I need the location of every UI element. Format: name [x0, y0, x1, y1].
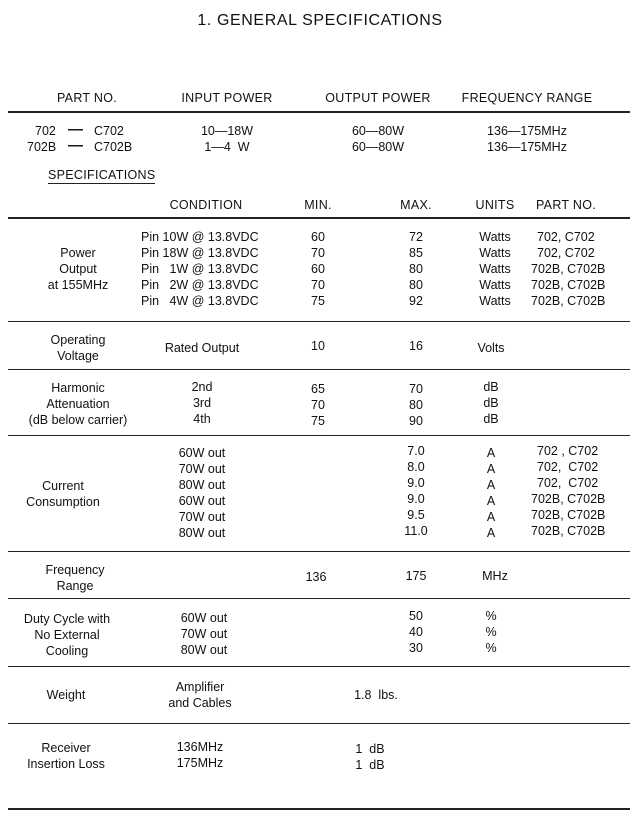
- condition-cell: Pin 10W @ 13.8VDC: [141, 230, 259, 244]
- param-label-line: Attenuation: [46, 397, 110, 411]
- min-cell: 75: [311, 414, 325, 428]
- column-header-max: MAX.: [400, 198, 432, 212]
- param-label-line: Insertion Loss: [27, 757, 105, 771]
- max-cell: 11.0: [404, 524, 428, 538]
- part-cell: 702B, C702B: [531, 524, 606, 538]
- param-label: [27, 740, 105, 772]
- min-cell: 65: [311, 382, 325, 396]
- units-cell: A: [486, 526, 496, 540]
- min-cell: 60: [311, 262, 325, 276]
- condition-cell: 60W out: [178, 446, 226, 460]
- condition-cell: 80W out: [180, 643, 228, 657]
- value-cell: 1 dB: [355, 758, 385, 772]
- max-cell: 90: [409, 414, 423, 428]
- param-label: [29, 380, 128, 428]
- summary-input: 10—18W: [200, 124, 254, 138]
- summary-header-freq: FREQUENCY RANGE: [461, 91, 593, 105]
- part-cell: 702B, C702B: [531, 492, 606, 506]
- condition-cell: 70W out: [180, 627, 228, 641]
- max-cell: 80: [409, 278, 423, 292]
- part-cell: 702B, C702B: [531, 262, 606, 276]
- section-divider: [8, 723, 630, 724]
- section-divider: [8, 435, 630, 436]
- condition-cell: 80W out: [178, 478, 226, 492]
- units-cell: dB: [483, 396, 499, 410]
- specifications-heading: SPECIFICATIONS: [48, 168, 156, 182]
- max-cell: 85: [409, 246, 423, 260]
- condition-cell: 2nd: [191, 380, 213, 394]
- min-cell: 70: [311, 246, 325, 260]
- column-header-part: PART NO.: [535, 198, 597, 212]
- section-divider: [8, 321, 630, 322]
- max-cell: 9.5: [407, 508, 425, 522]
- value-cell: 1 dB: [355, 742, 385, 756]
- condition-line: Amplifier: [175, 680, 225, 694]
- part-cell: 702B, C702B: [531, 278, 606, 292]
- condition-line: and Cables: [168, 696, 232, 710]
- param-label-line: at 155MHz: [47, 278, 109, 292]
- max-cell: 92: [409, 294, 423, 308]
- section-divider: [8, 369, 630, 370]
- condition-cell: 136MHz: [176, 740, 224, 754]
- dash-glyph: —: [68, 137, 83, 154]
- param-label-line: Voltage: [57, 349, 99, 363]
- max-cell: 16: [409, 339, 423, 353]
- condition-cell: 70W out: [178, 510, 226, 524]
- min-cell: 60: [311, 230, 325, 244]
- summary-header-part: PART NO.: [56, 91, 118, 105]
- units-cell: dB: [483, 412, 499, 426]
- part-cell: 702, C702: [537, 476, 599, 490]
- param-label-line: Frequency: [45, 563, 105, 577]
- units-cell: A: [486, 462, 496, 476]
- condition-cell: Pin 2W @ 13.8VDC: [141, 278, 259, 292]
- units-cell: A: [486, 494, 496, 508]
- summary-part-a: 702B: [27, 140, 57, 154]
- min-cell: 75: [311, 294, 325, 308]
- units-cell: %: [485, 641, 497, 655]
- part-cell: 702B, C702B: [531, 294, 606, 308]
- summary-header-input: INPUT POWER: [181, 91, 273, 105]
- value-cell: 1.8 lbs.: [354, 688, 398, 702]
- column-header-condition: CONDITION: [169, 198, 243, 212]
- summary-output: 60—80W: [351, 140, 405, 154]
- max-cell: 30: [409, 641, 423, 655]
- units-cell: %: [485, 625, 497, 639]
- units-cell: Watts: [479, 262, 511, 276]
- units-cell: A: [486, 446, 496, 460]
- summary-freq: 136—175MHz: [487, 140, 567, 154]
- max-cell: 70: [409, 382, 423, 396]
- param-label: [26, 478, 100, 510]
- units-cell: Watts: [479, 278, 511, 292]
- param-label: [45, 562, 104, 594]
- min-cell: 70: [311, 398, 325, 412]
- param-label-line: (dB below carrier): [28, 413, 128, 427]
- max-cell: 8.0: [407, 460, 425, 474]
- condition-cell: Rated Output: [164, 341, 240, 355]
- summary-header-rule: [8, 111, 630, 113]
- summary-output: 60—80W: [351, 124, 405, 138]
- column-header-units: UNITS: [475, 198, 515, 212]
- max-cell: 80: [409, 398, 423, 412]
- param-label-line: Consumption: [26, 495, 100, 509]
- part-cell: 702B, C702B: [531, 508, 606, 522]
- max-cell: 40: [409, 625, 423, 639]
- max-cell: 50: [409, 609, 423, 623]
- max-cell: 9.0: [407, 476, 425, 490]
- condition-cell: Pin 4W @ 13.8VDC: [141, 294, 259, 308]
- column-header-min: MIN.: [304, 198, 332, 212]
- units-cell: A: [486, 510, 496, 524]
- summary-part-b: C702: [94, 124, 124, 138]
- units-cell: dB: [483, 380, 499, 394]
- min-cell: 70: [311, 278, 325, 292]
- param-label: [24, 611, 110, 659]
- summary-freq: 136—175MHz: [487, 124, 567, 138]
- param-label-line: Cooling: [45, 644, 89, 658]
- min-cell: 136: [305, 570, 327, 584]
- part-cell: 702, C702: [537, 230, 595, 244]
- page-title: 1. GENERAL SPECIFICATIONS: [197, 12, 443, 29]
- condition-cell: Pin 18W @ 13.8VDC: [141, 246, 259, 260]
- condition-cell: [168, 679, 231, 711]
- dash-glyph: —: [68, 121, 83, 138]
- units-cell: Watts: [479, 294, 511, 308]
- max-cell: 72: [409, 230, 423, 244]
- param-label-line: Receiver: [41, 741, 91, 755]
- condition-cell: 4th: [193, 412, 211, 426]
- units-cell: Volts: [477, 341, 505, 355]
- summary-part-a: 702: [35, 124, 56, 138]
- max-cell: 175: [405, 569, 427, 583]
- param-label: [48, 245, 108, 293]
- param-label-line: No External: [34, 628, 100, 642]
- param-label: Weight: [46, 688, 86, 702]
- summary-input: 1—4 W: [204, 140, 250, 154]
- units-cell: A: [486, 478, 496, 492]
- section-divider: [8, 666, 630, 667]
- condition-cell: Pin 1W @ 13.8VDC: [141, 262, 259, 276]
- param-label-line: Range: [56, 579, 94, 593]
- section-divider: [8, 598, 630, 599]
- param-label-line: Power: [60, 246, 96, 260]
- units-cell: MHz: [482, 569, 508, 583]
- units-cell: Watts: [479, 246, 511, 260]
- section-divider: [8, 551, 630, 552]
- summary-part-b: C702B: [94, 140, 133, 154]
- units-cell: %: [485, 609, 497, 623]
- units-cell: Watts: [479, 230, 511, 244]
- param-label-line: Current: [42, 479, 84, 493]
- param-label-line: Harmonic: [51, 381, 105, 395]
- min-cell: 10: [311, 339, 325, 353]
- condition-cell: 175MHz: [176, 756, 224, 770]
- condition-cell: 80W out: [178, 526, 226, 540]
- max-cell: 9.0: [407, 492, 425, 506]
- part-cell: 702, C702: [537, 246, 595, 260]
- max-cell: 7.0: [407, 444, 425, 458]
- bottom-rule: [8, 808, 630, 810]
- specs-header-rule: [8, 217, 630, 219]
- param-label-line: Operating: [50, 333, 106, 347]
- part-cell: 702, C702: [537, 460, 599, 474]
- max-cell: 80: [409, 262, 423, 276]
- condition-cell: 3rd: [192, 396, 212, 410]
- param-label: [51, 332, 106, 364]
- param-label-line: Duty Cycle with: [23, 612, 111, 626]
- part-cell: 702 , C702: [537, 444, 599, 458]
- summary-header-output: OUTPUT POWER: [325, 91, 431, 105]
- condition-cell: 70W out: [178, 462, 226, 476]
- param-label-line: Output: [59, 262, 97, 276]
- condition-cell: 60W out: [180, 611, 228, 625]
- condition-cell: 60W out: [178, 494, 226, 508]
